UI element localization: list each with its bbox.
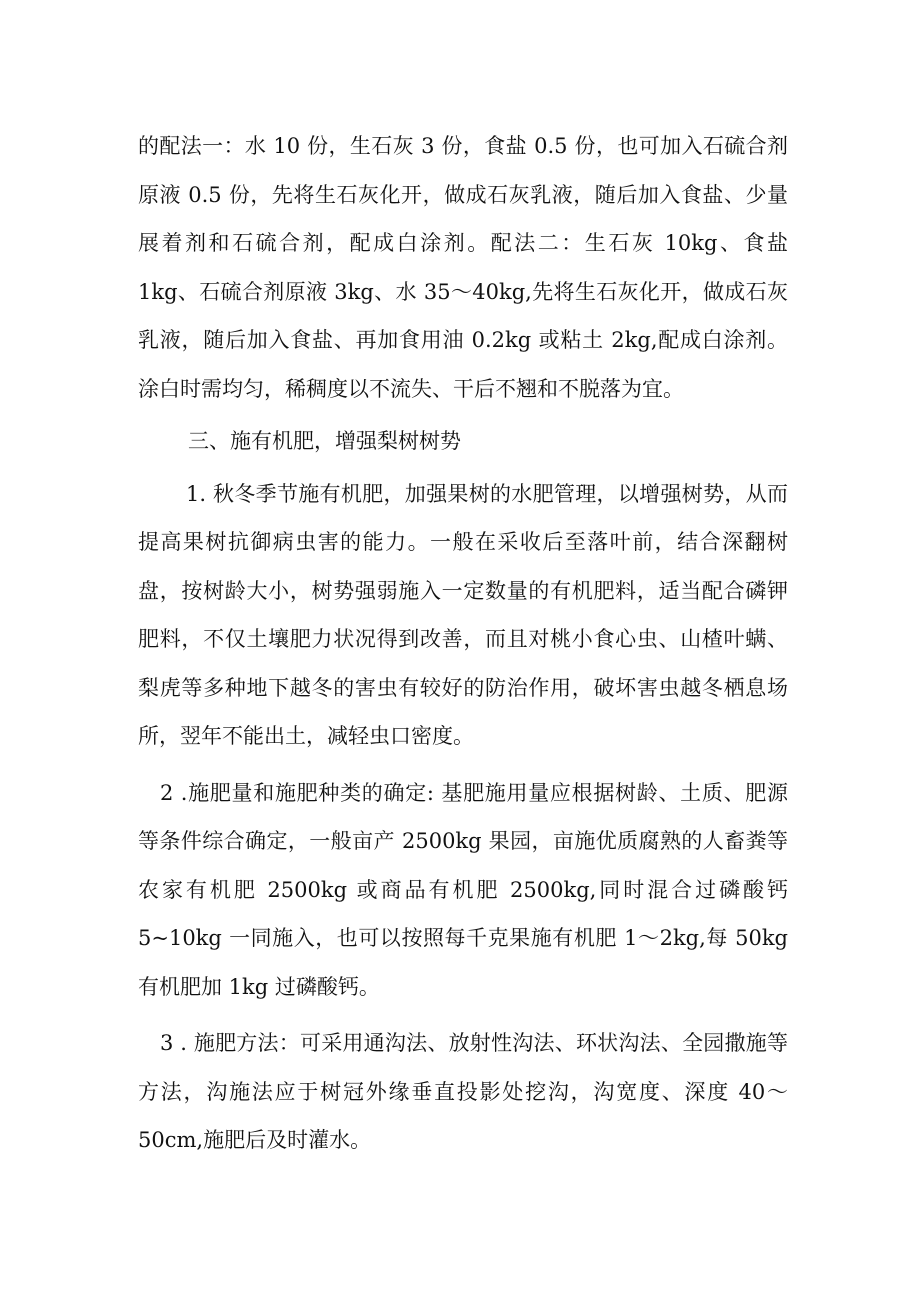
paragraph-autumn-fertilizing: 1. 秋冬季节施有机肥，加强果树的水肥管理，以增强树势，从而提高果树抗御病虫害的能力。一般在采收后至落叶前，结合深翻树盘，按树龄大小，树势强弱施入一定数量的有机肥料，适当配合磷钾肥料，不仅土壤肥力状况得到改善，而且对桃小食心虫、山楂叶螨、梨虎等多种地下越冬的害虫有较好的防治作用，破坏害虫越冬栖息场所，翌年不能出土，减轻虫口密度。 xyxy=(138,481,788,748)
section-heading-organic-fertilizer: 三、施有机肥，增强梨树树势 xyxy=(188,429,461,453)
paragraph-fertilizing-method: 3 . 施肥方法：可采用通沟法、放射性沟法、环状沟法、全园撒施等方法，沟施法应于树冠外缘垂直投影处挖沟，沟宽度、深度 40～50cm,施肥后及时灌水。 xyxy=(138,1031,788,1152)
document-body xyxy=(138,122,788,1165)
paragraph-whitewash-formula: 的配法一：水 10 份，生石灰 3 份，食盐 0.5 份，也可加入石硫合剂原液 0.5 份，先将生石灰化开，做成石灰乳液，随后加入食盐、少量展着剂和石硫合剂，配成白涂剂。配法二：生石灰 10kg、食盐 1kg、石硫合剂原液 3kg、水 35～40kg,先将生石灰化开，做成石灰乳液，随后加入食盐、再加食用油 0.2kg 或粘土 2kg,配成白涂剂。涂白时需均匀，稀稠度以不流失、干后不翘和不脱落为宜。 xyxy=(138,134,788,401)
paragraph-fertilizer-amount: 2 .施肥量和施肥种类的确定: 基肥施用量应根据树龄、土质、肥源等条件综合确定，一般亩产 2500kg 果园，亩施优质腐熟的人畜粪等农家有机肥 2500kg 或商品有机肥 2500kg,同时混合过磷酸钙 5~10kg 一同施入，也可以按照每千克果施有机肥 1～2kg,每 50kg 有机肥加 1kg 过磷酸钙。 xyxy=(138,780,788,999)
